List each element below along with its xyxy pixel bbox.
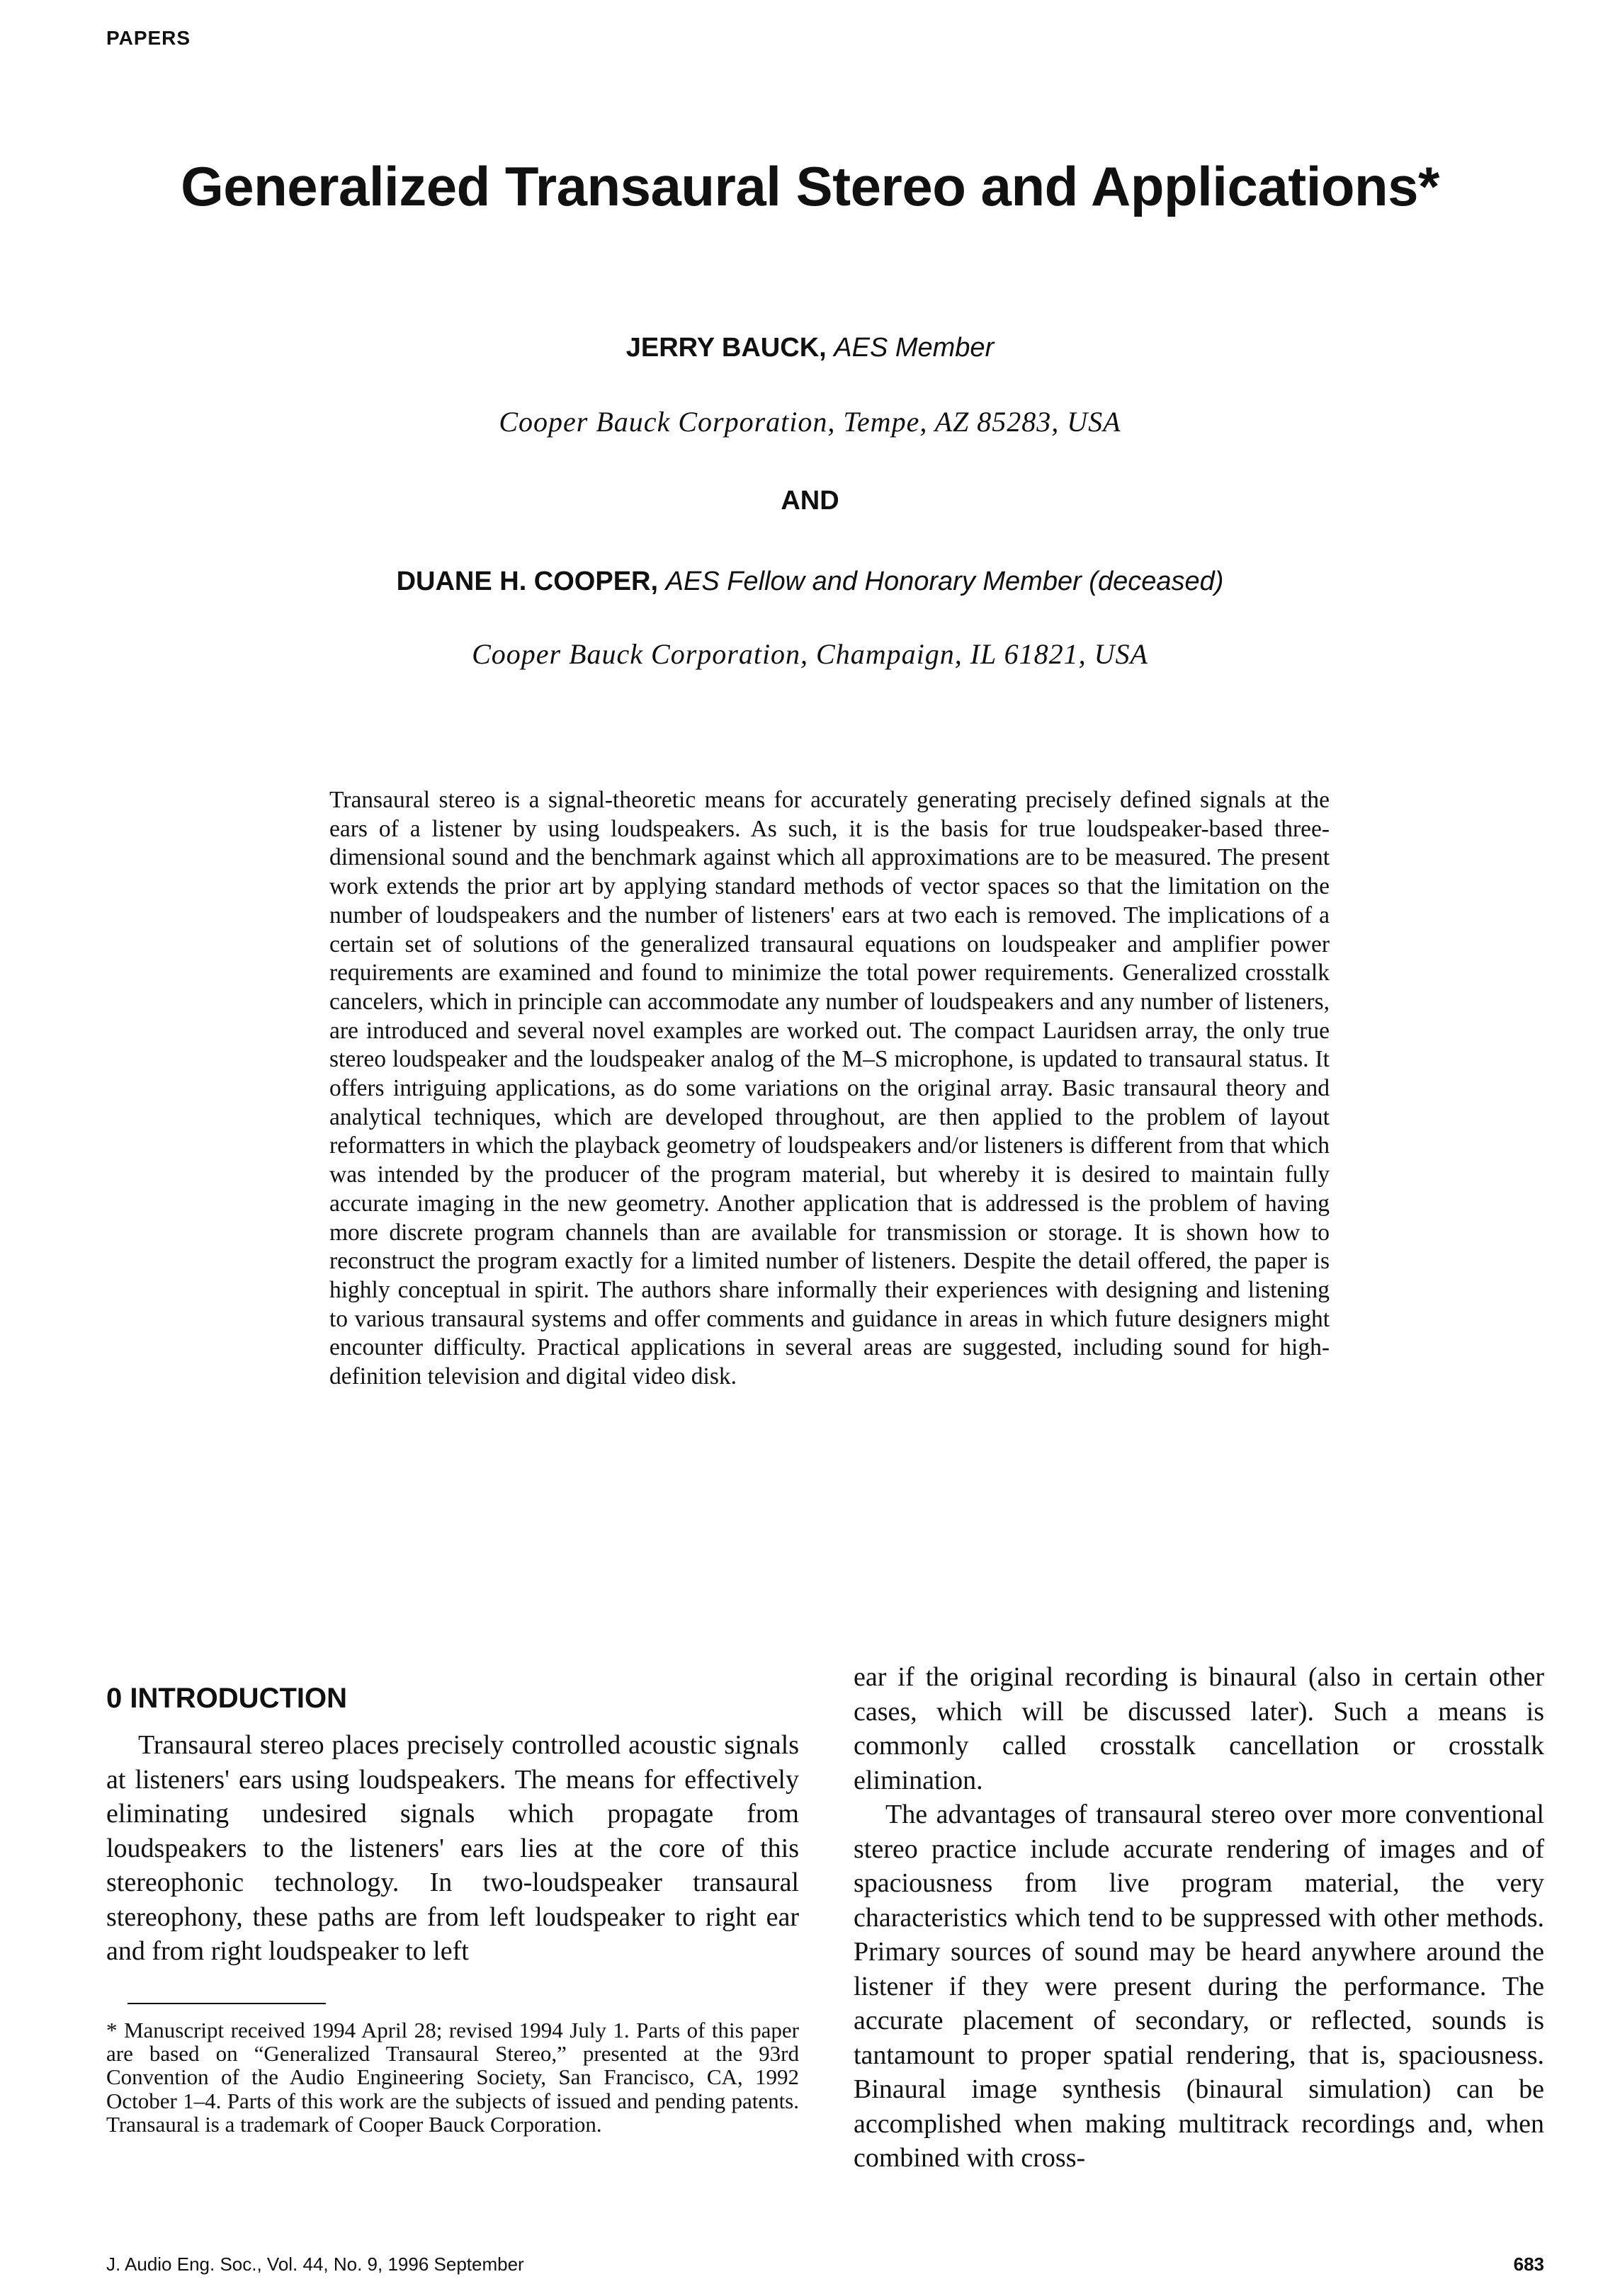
footnote-rule [128,2003,326,2004]
author-2-name: DUANE H. COOPER, [396,567,659,596]
section-label: PAPERS [106,27,191,49]
abstract: Transaural stereo is a signal-theoretic means for accurately generating precisely defined signals at the ears of a listener by using loudspeakers. As such, it is the basis for true loudspeaker-based three-dimensional sound and the benchmark against which all approximations are to be measured. The present work extends the prior art by applying standard methods of vector spaces so that the limitation on the number of loudspeakers and the number of listeners' ears at two each is removed. The implications of a certain set of solutions of the generalized transaural equations on loudspeaker and amplifier power requirements are examined and found to minimize the total power requirements. Generalized crosstalk cancelers, which in principle can accommodate any number of loudspeakers and any number of listeners, are introduced and several novel examples are worked out. The compact Lauridsen array, the only true stereo loudspeaker and the loudspeaker analog of the M–S microphone, is updated to transaural status. It offers intriguing applications, as do some variations on the original array. Basic transaural theory and analytical techniques, which are developed throughout, are then applied to the problem of layout reformatters in which the playback geometry of loudspeakers and/or listeners is different from that which was intended by the producer of the program material, but whereby it is desired to maintain fully accurate imaging in the new geometry. Another application that is addressed is the problem of having more discrete program channels than are available for transmission or storage. It is shown how to reconstruct the program exactly for a limited number of listeners. Despite the detail offered, the paper is highly conceptual in spirit. The authors share informally their experiences with designing and listening to various transaural systems and offer comments and guidance in areas in which future designers might encounter difficulty. Practical applications in several areas are suggested, including sound for high-definition television and digital video disk. [329,787,1330,1390]
section-heading-introduction: 0 INTRODUCTION [106,1683,347,1714]
author-2-affiliation: Cooper Bauck Corporation, Champaign, IL 61821, USA [472,638,1148,670]
journal-citation: J. Audio Eng. Soc., Vol. 44, No. 9, 1996 September [106,2254,524,2275]
footnote [106,2018,799,2136]
footnote-text: * Manuscript received 1994 April 28; revised 1994 July 1. Parts of this paper are based on “Generalized Transaural Stereo,” presented at the 93rd Convention of the Audio Engineering Society, San Francisco, CA, 1992 October 1–4. Parts of this work are the subjects of issued and pending patents. Transaural is a trademark of Cooper Bauck Corporation. [106,2018,799,2137]
author-1 [0,333,1620,363]
author-1-name: JERRY BAUCK, [625,333,827,363]
author-1-membership: AES Member [834,333,995,363]
left-column [106,1728,799,1969]
page-number: 683 [1513,2254,1544,2275]
author-2-membership: AES Fellow and Honorary Member (deceased) [665,567,1224,596]
intro-paragraph-1-continued: ear if the original recording is binaural (also in certain other cases, which will be discussed later). Such a means is commonly called crosstalk cancellation or crosstalk elimination. [854,1662,1544,1795]
author-2 [0,567,1620,597]
author-1-affiliation: Cooper Bauck Corporation, Tempe, AZ 85283, USA [499,406,1121,438]
author-conjunction: AND [781,486,839,516]
right-column [854,1660,1544,2176]
intro-paragraph-1: Transaural stereo places precisely controlled acoustic signals at listeners' ears using loudspeakers. The means for effectively eliminating undesired signals which propagate from loudspeakers to the listeners' ears lies at the core of this stereophonic technology. In two-loudspeaker transaural stereophony, these paths are from left loudspeaker to right ear and from right loudspeaker to left [106,1730,799,1966]
intro-paragraph-2: The advantages of transaural stereo over more conventional stereo practice include accurate rendering of images and of spaciousness from live program material, the very characteristics which tend to be suppressed with other methods. Primary sources of sound may be heard anywhere around the listener if they were present during the performance. The accurate placement of secondary, or reflected, sounds is tantamount to proper spatial rendering, that is, spaciousness. Binaural image synthesis (binaural simulation) can be accomplished when making multitrack recordings and, when combined with cross- [854,1800,1544,2173]
paper-title: Generalized Transaural Stereo and Applications* [181,155,1439,217]
